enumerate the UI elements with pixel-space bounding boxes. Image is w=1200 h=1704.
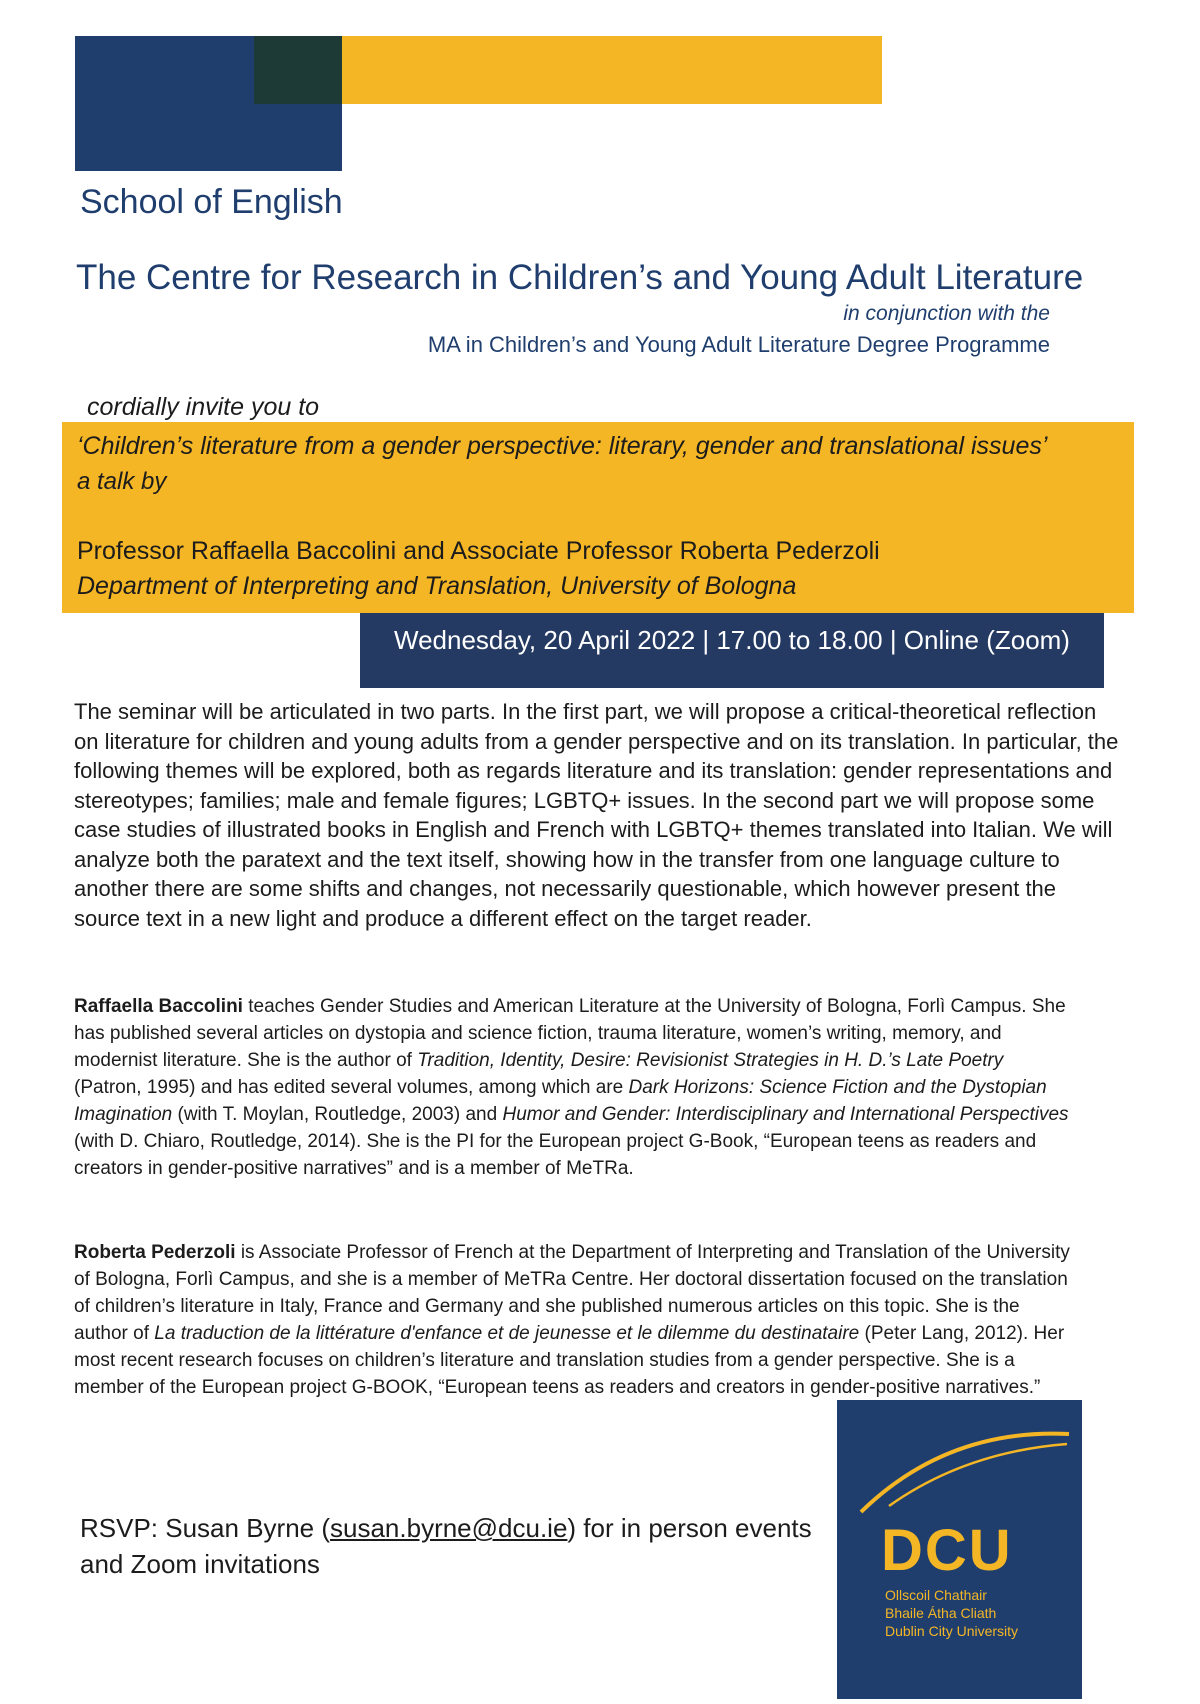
header-block-gold xyxy=(342,36,882,104)
logo-line-3: Dublin City University xyxy=(885,1623,1019,1639)
header-block-dark xyxy=(254,36,342,104)
rsvp-prefix: RSVP: Susan Byrne ( xyxy=(80,1513,330,1543)
bio-baccolini xyxy=(74,993,1074,1182)
event-datetime: Wednesday, 20 April 2022 | 17.00 to 18.00 | Online (Zoom) xyxy=(394,625,1070,655)
bio-text: teaches Gender Studies and American Literature at the University of Bologna, Forlì Campus. She has published several articles on dystopia and science fiction, trauma literature, women’s writing, memory, and modernist literature. She is the author of xyxy=(74,996,1066,1071)
book-title: Humor and Gender: Interdisciplinary and International Perspectives xyxy=(502,1104,1069,1125)
bio-name: Roberta Pederzoli xyxy=(74,1242,236,1263)
programme-name: MA in Children’s and Young Adult Literature Degree Programme xyxy=(427,332,1050,357)
school-name: School of English xyxy=(80,183,343,221)
logo-line-1: Ollscoil Chathair xyxy=(885,1587,987,1603)
centre-name: The Centre for Research in Children’s and Young Adult Literature xyxy=(76,258,1084,297)
speakers: Professor Raffaella Baccolini and Associate Professor Roberta Pederzoli xyxy=(77,537,880,565)
book-title: Tradition, Identity, Desire: Revisionist Strategies in H. D.’s Late Poetry xyxy=(417,1050,1004,1071)
bio-text: (Peter Lang, 2012). Her most recent research focuses on children’s literature and translation studies from a gender perspective. She is a member of the European project G-BOOK, “European teens as readers and creators in gender-positive narratives.” xyxy=(74,1323,1065,1398)
bio-pederzoli xyxy=(74,1239,1074,1401)
department: Department of Interpreting and Translation, University of Bologna xyxy=(77,572,797,600)
rsvp-email-link[interactable]: susan.byrne@dcu.ie xyxy=(330,1513,568,1543)
book-title: La traduction de la littérature d'enfance et de jeunesse et le dilemme du destinataire xyxy=(154,1323,860,1344)
rsvp-suffix: ) for in person events and Zoom invitations xyxy=(80,1513,812,1579)
conjunction-text: in conjunction with the xyxy=(843,302,1050,325)
talk-title: ‘Children’s literature from a gender perspective: literary, gender and translational issues’ xyxy=(77,432,1048,460)
bio-text: (with D. Chiaro, Routledge, 2014). She is the PI for the European project G-Book, “European teens as readers and creators in gender-positive narratives” and is a member of MeTRa. xyxy=(74,1131,1037,1179)
seminar-description: The seminar will be articulated in two parts. In the first part, we will propose a critical-theoretical reflection on literature for children and young adults from a gender perspective and on its translation. In particular, the following themes will be explored, both as regards literature and its translation: gender representations and stereotypes; families; male and female figures; LGBTQ+ issues. In the second part we will propose some case studies of illustrated books in English and French with LGBTQ+ themes translated into Italian. We will analyze both the paratext and the text itself, showing how in the transfer from one language culture to another there are some shifts and changes, not necessarily questionable, which however present the source text in a new light and produce a different effect on the target reader. xyxy=(74,699,1119,931)
dcu-logo xyxy=(837,1400,1082,1699)
dcu-logo-text: DCU xyxy=(881,1518,1013,1583)
rsvp xyxy=(80,1510,840,1582)
invite-text: cordially invite you to xyxy=(87,393,320,421)
book-title: Dark Horizons: Science Fiction and the Dystopian Imagination xyxy=(74,1077,1047,1125)
event-date-banner xyxy=(360,613,1104,688)
bio-name: Raffaella Baccolini xyxy=(74,996,243,1017)
dcu-logo-mark xyxy=(837,1400,1082,1699)
bio-text: (with T. Moylan, Routledge, 2003) and xyxy=(172,1104,503,1125)
bio-text: (Patron, 1995) and has edited several volumes, among which are xyxy=(74,1077,629,1098)
logo-line-2: Bhaile Átha Cliath xyxy=(885,1605,997,1621)
bio-text: is Associate Professor of French at the Department of Interpreting and Translation of the University of Bologna, Forlì Campus, and she is a member of MeTRa Centre. Her doctoral dissertation focused on the translation of children’s literature in Italy, France and Germany and she published numerous articles on this topic. She is the author of xyxy=(74,1242,1070,1344)
talk-by: a talk by xyxy=(77,468,167,495)
